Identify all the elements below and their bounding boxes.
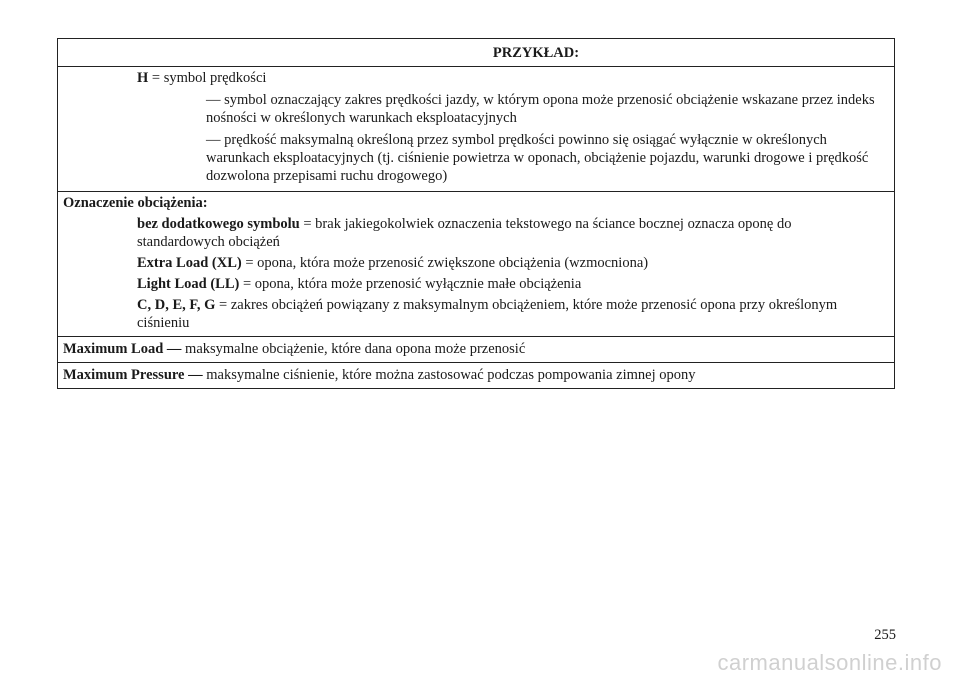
load-item-term: C, D, E, F, G bbox=[137, 297, 216, 313]
header-label: PRZYKŁAD: bbox=[492, 45, 580, 61]
load-item bbox=[58, 254, 894, 272]
maximum-load-desc: maksymalne obciążenie, które dana opona może przenosić bbox=[181, 341, 526, 357]
example-table bbox=[57, 38, 895, 389]
speed-symbol-line bbox=[58, 69, 894, 87]
load-item-desc: = zakres obciążeń powiązany z maksymalnym obciążeniem, które może przenosić opona przy określonym ciśnieniu bbox=[137, 297, 838, 331]
load-item-desc: = opona, która może przenosić zwiększone obciążenia (wzmocniona) bbox=[241, 255, 649, 271]
load-item-term: Extra Load (XL) bbox=[137, 255, 242, 271]
load-item-desc: = opona, która może przenosić wyłącznie małe obciążenia bbox=[239, 276, 582, 292]
maximum-pressure-desc: maksymalne ciśnienie, które można zastosować podczas pompowania zimnej opony bbox=[202, 367, 696, 383]
maximum-pressure-row bbox=[58, 362, 894, 388]
load-item-desc: = brak jakiegokolwiek oznaczenia tekstowego na ściance bocznej oznacza oponę do standardowych obciążeń bbox=[137, 216, 792, 250]
load-item bbox=[58, 275, 894, 293]
maximum-load-term: Maximum Load — bbox=[63, 341, 182, 357]
load-item bbox=[58, 296, 894, 332]
load-designation-row bbox=[58, 191, 894, 336]
load-item-term: bez dodatkowego symbolu bbox=[137, 216, 300, 232]
load-item bbox=[58, 215, 894, 251]
load-designation-title: Oznaczenie obciążenia: bbox=[63, 195, 208, 211]
table-header bbox=[58, 39, 894, 66]
speed-symbol-item-2: — prędkość maksymalną określoną przez symbol prędkości powinno się osiągać wyłącznie w określonych warunkach eksploatacyjnych (tj. ciśnienie powietrza w oponach, obciążenie pojazdu, warunki drogowe i prędkość dozwolona przepisami ruchu drogowego) bbox=[206, 132, 869, 184]
maximum-pressure-term: Maximum Pressure — bbox=[63, 367, 203, 383]
page-number: 255 bbox=[874, 627, 896, 643]
speed-symbol-desc: = symbol prędkości bbox=[148, 70, 267, 86]
speed-symbol-term: H bbox=[137, 70, 149, 86]
maximum-load-row bbox=[58, 336, 894, 362]
watermark: carmanualsonline.info bbox=[717, 650, 942, 675]
speed-symbol-item-1: — symbol oznaczający zakres prędkości jazdy, w którym opona może przenosić obciążenie wskazane przez indeks nośności w określonych warunkach eksploatacyjnych bbox=[206, 92, 875, 126]
load-item-term: Light Load (LL) bbox=[137, 276, 240, 292]
speed-symbol-row bbox=[58, 66, 894, 191]
